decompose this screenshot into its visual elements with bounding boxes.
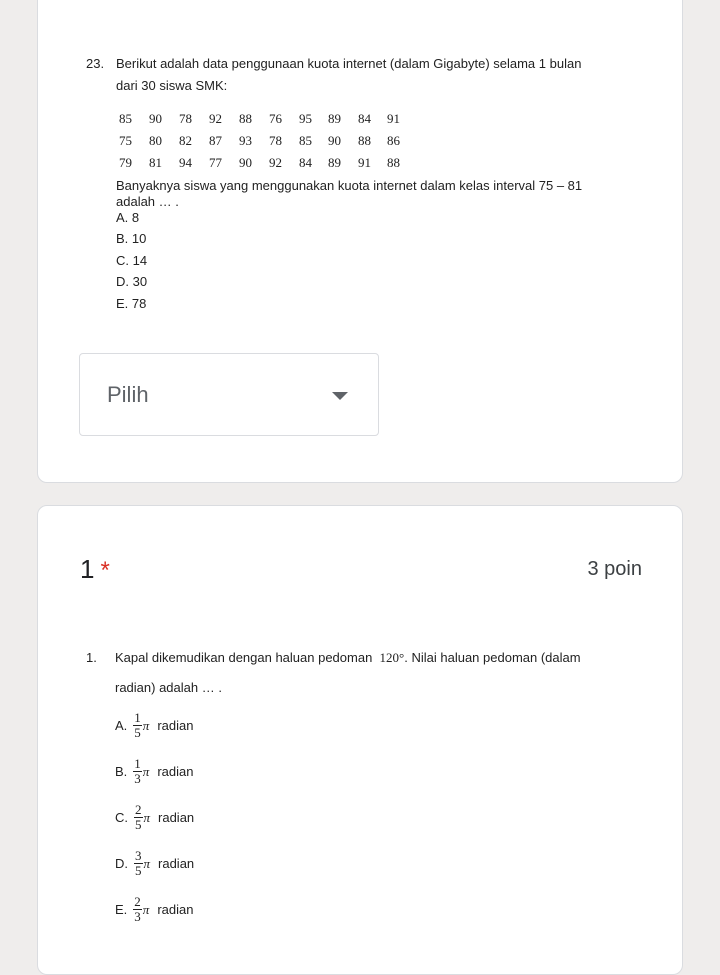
answer-option xyxy=(115,849,194,878)
option-c: C. 14 xyxy=(116,253,148,268)
numerator: 2 xyxy=(134,894,141,909)
data-cell: 82 xyxy=(179,133,192,148)
answer-option xyxy=(115,803,194,832)
data-cell: 85 xyxy=(299,133,312,148)
data-cell: 88 xyxy=(239,111,252,126)
denominator: 3 xyxy=(134,771,141,786)
prompt-line1: Banyaknya siswa yang menggunakan kuota internet dalam kelas interval 75 – 81 xyxy=(116,178,583,193)
data-cell: 84 xyxy=(299,155,312,170)
caret-down-icon xyxy=(332,392,348,400)
data-cell: 94 xyxy=(179,155,192,170)
option-letter: E. xyxy=(115,902,128,917)
data-cell: 90 xyxy=(239,155,252,170)
answer-option xyxy=(115,895,193,924)
pi-symbol: π xyxy=(143,809,151,825)
data-cell: 87 xyxy=(209,133,222,148)
option-d: D. 30 xyxy=(116,274,148,289)
unit-label: radian xyxy=(158,856,195,871)
data-cell: 75 xyxy=(119,133,132,148)
data-cell: 90 xyxy=(149,111,162,126)
data-cell: 91 xyxy=(387,111,400,126)
question-header-number: 1 * xyxy=(80,554,110,584)
data-cell: 79 xyxy=(119,155,132,170)
answer-option xyxy=(115,711,193,740)
data-cell: 88 xyxy=(387,155,400,170)
pi-symbol: π xyxy=(142,763,150,779)
option-a: A. 8 xyxy=(116,210,140,225)
unit-label: radian xyxy=(157,718,194,733)
numerator: 2 xyxy=(135,802,142,817)
data-cell: 88 xyxy=(358,133,371,148)
unit-label: radian xyxy=(157,902,194,917)
fraction xyxy=(134,803,143,832)
pi-symbol: π xyxy=(142,901,150,917)
question-number: 1. xyxy=(86,650,97,665)
data-cell: 89 xyxy=(328,111,341,126)
data-cell: 91 xyxy=(358,155,371,170)
denominator: 3 xyxy=(134,909,141,924)
option-letter: D. xyxy=(115,856,128,871)
pi-symbol: π xyxy=(142,717,150,733)
numerator: 1 xyxy=(134,710,141,725)
question-text-line1: Berikut adalah data penggunaan kuota internet (dalam Gigabyte) selama 1 bulan xyxy=(116,56,582,71)
data-cell: 78 xyxy=(179,111,192,126)
data-cell: 85 xyxy=(119,111,132,126)
data-cell: 80 xyxy=(149,133,162,148)
points-label: 3 poin xyxy=(587,558,642,580)
option-letter: B. xyxy=(115,764,128,779)
fraction xyxy=(133,711,142,740)
unit-label: radian xyxy=(158,810,195,825)
data-cell: 77 xyxy=(209,155,222,170)
data-cell: 76 xyxy=(269,111,282,126)
data-cell: 92 xyxy=(209,111,222,126)
data-cell: 86 xyxy=(387,133,400,148)
required-asterisk: * xyxy=(100,557,110,584)
option-letter: C. xyxy=(115,810,128,825)
answer-option xyxy=(115,757,193,786)
denominator: 5 xyxy=(134,725,141,740)
prompt-line2: adalah … . xyxy=(116,194,179,209)
question-number: 23. xyxy=(86,56,105,71)
option-b: B. 10 xyxy=(116,231,147,246)
fraction xyxy=(133,895,142,924)
question-card-1 xyxy=(37,505,683,975)
denominator: 5 xyxy=(135,817,142,832)
denominator: 5 xyxy=(135,863,142,878)
data-cell: 93 xyxy=(239,133,252,148)
data-cell: 90 xyxy=(328,133,341,148)
question-text-line2: dari 30 siswa SMK: xyxy=(116,78,228,93)
data-cell: 81 xyxy=(149,155,162,170)
dropdown-placeholder: Pilih xyxy=(107,382,149,407)
data-cell: 89 xyxy=(328,155,341,170)
angle-value: 120° xyxy=(379,650,405,665)
numerator: 3 xyxy=(135,848,142,863)
data-cell: 95 xyxy=(299,111,312,126)
numerator: 1 xyxy=(134,756,141,771)
fraction xyxy=(134,849,143,878)
data-cell: 92 xyxy=(269,155,282,170)
question-text-line2: radian) adalah … . xyxy=(115,680,222,695)
question-text-line1: Kapal dikemudikan dengan haluan pedoman 120°. Nilai haluan pedoman (dalam xyxy=(115,650,581,665)
option-e: E. 78 xyxy=(116,296,147,311)
data-cell: 84 xyxy=(358,111,371,126)
answer-dropdown[interactable] xyxy=(79,353,379,436)
fraction xyxy=(133,757,142,786)
option-letter: A. xyxy=(115,718,128,733)
pi-symbol: π xyxy=(143,855,151,871)
data-cell: 78 xyxy=(269,133,282,148)
question-card-23 xyxy=(37,0,683,483)
unit-label: radian xyxy=(157,764,194,779)
